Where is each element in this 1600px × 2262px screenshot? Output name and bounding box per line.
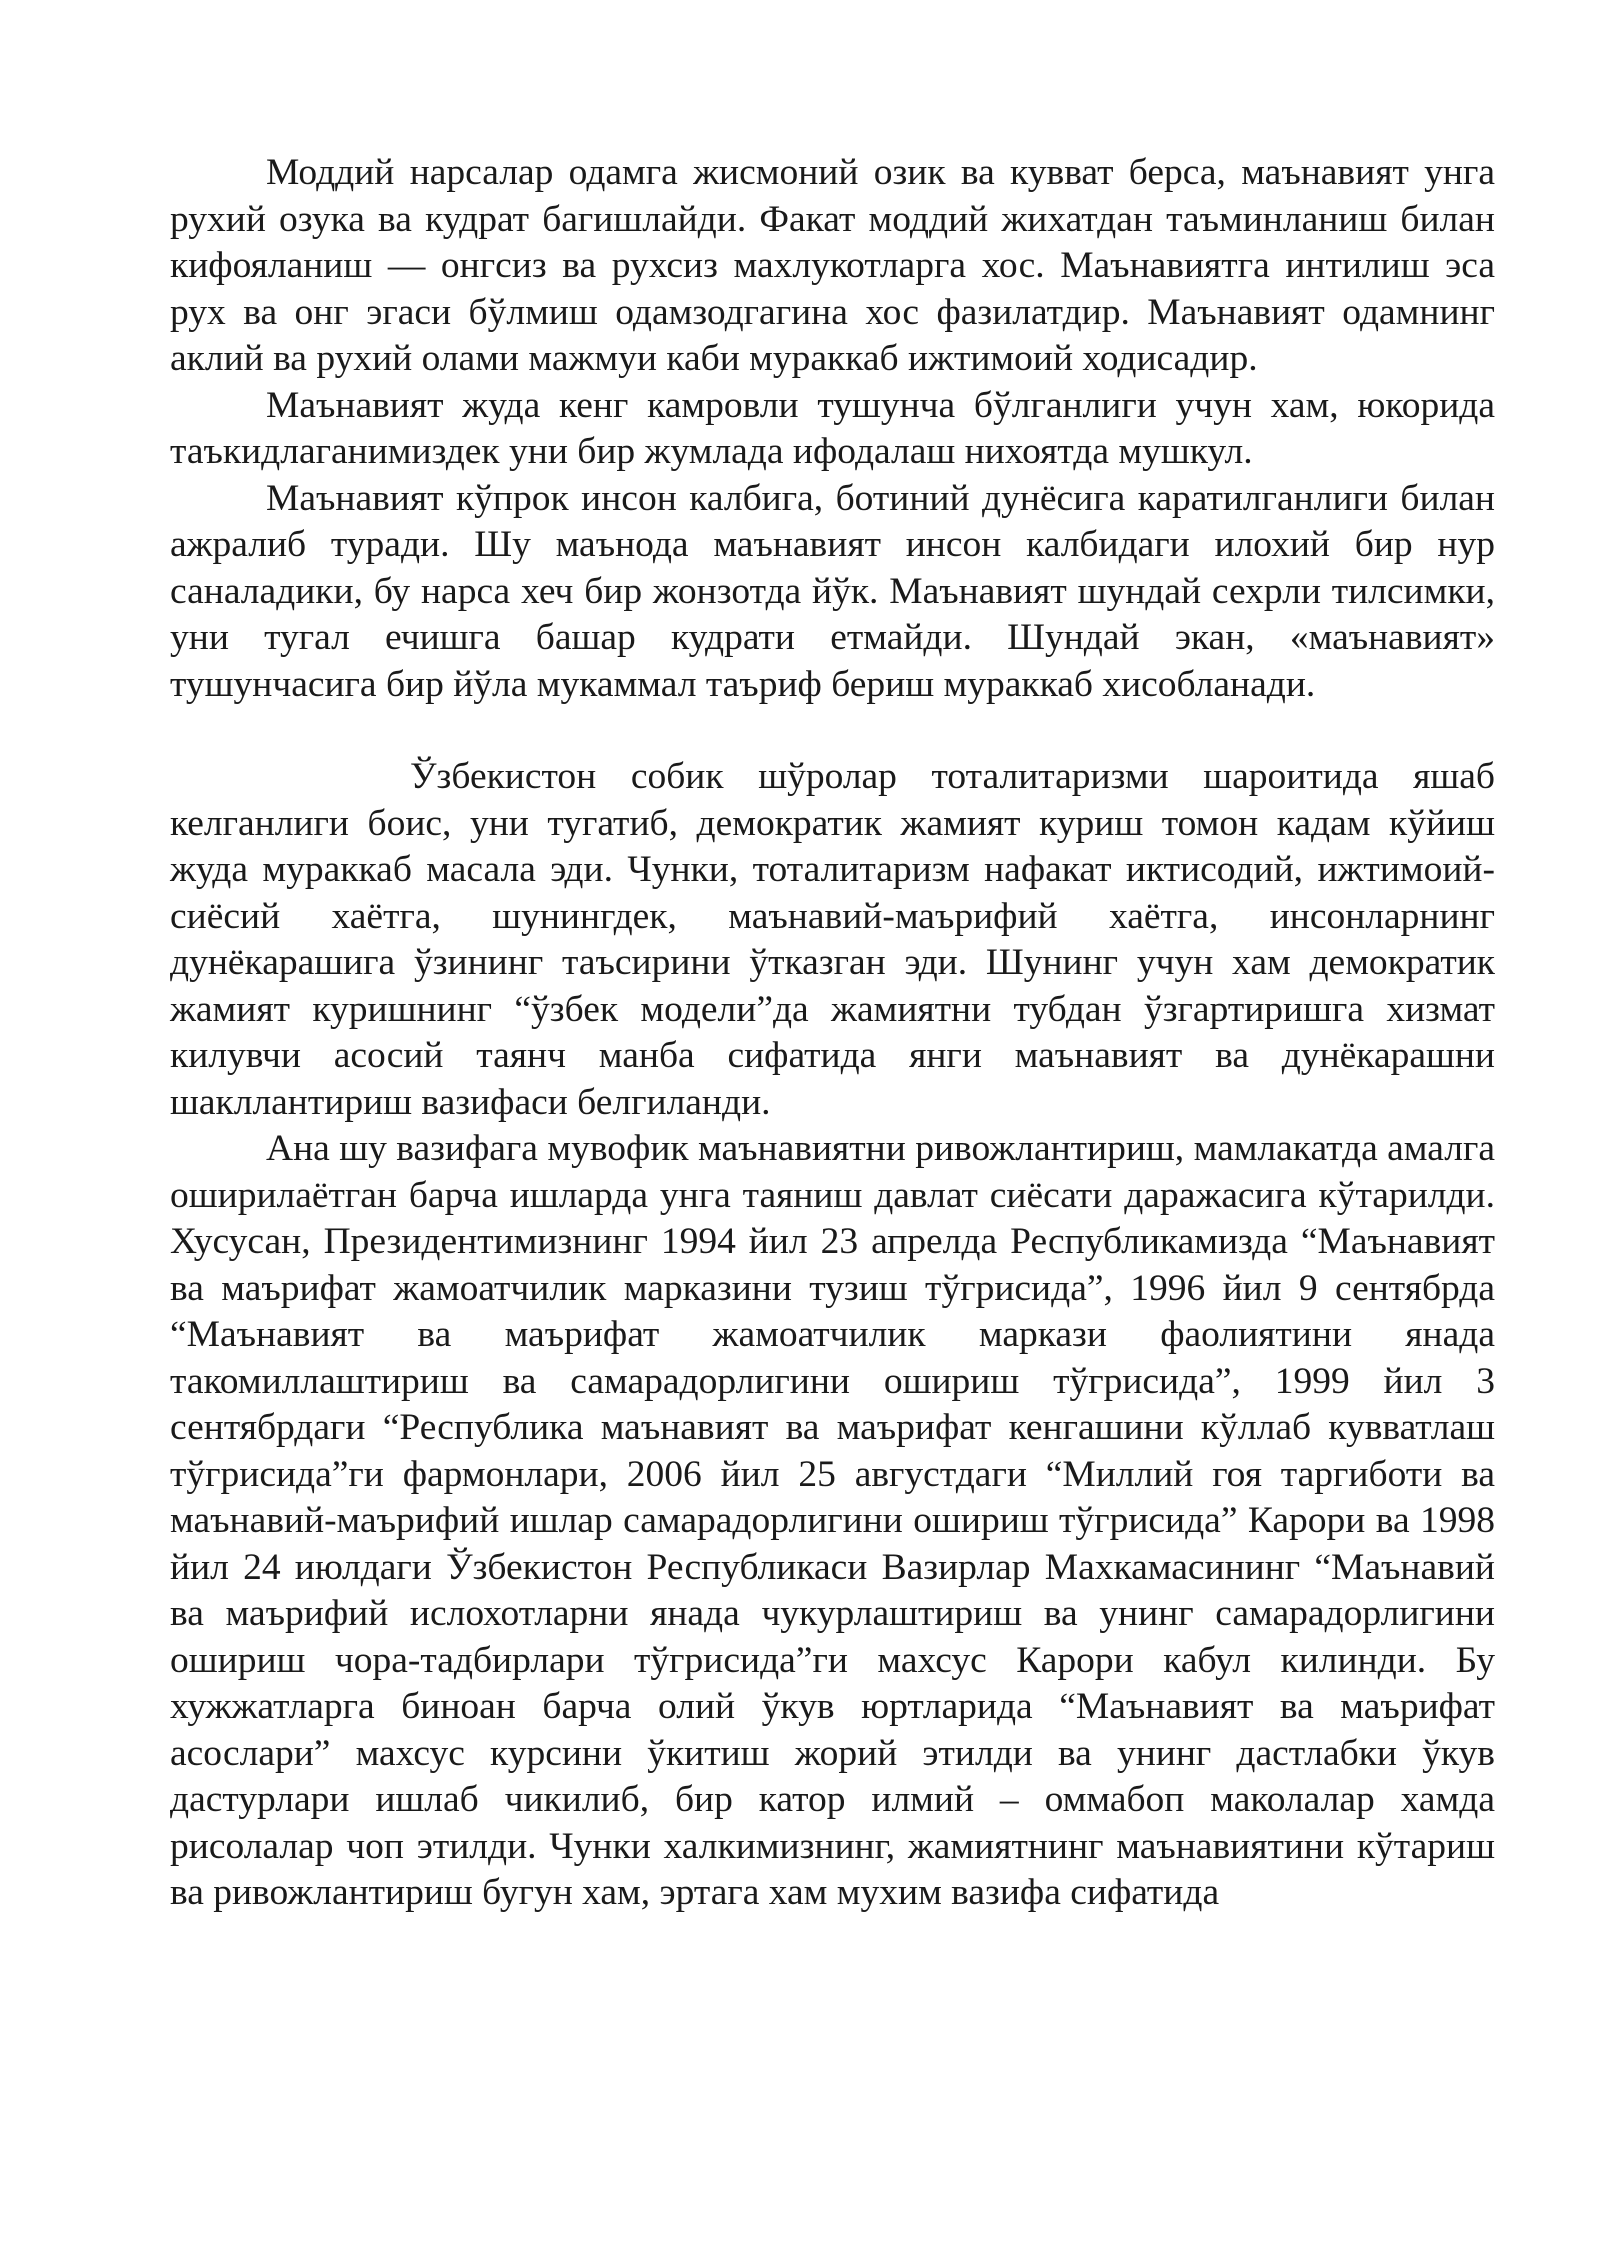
- paragraph-gap: [170, 708, 1495, 754]
- paragraph: Маънавият кўпрок инсон калбига, ботиний дунёсига каратилганлиги билан ажралиб туради. Шу маънода маънавият инсон калбидаги илохий бир нур саналадики, бу нарса хеч бир жонзотда йўк. Маънавият шундай сехрли тилсимки, уни тугал ечишга башар кудрати етмайди. Шундай экан, «маънавият» тушунчасига бир йўла мукаммал таъриф бериш мураккаб хисобланади.: [170, 477, 1495, 705]
- paragraph: Маънавият жуда кенг камровли тушунча бўлганлиги учун хам, юкорида таъкидлаганимиздек уни бир жумлада ифодалаш нихоятда мушкул.: [170, 384, 1495, 472]
- paragraph: Ана шу вазифага мувофик маънавиятни ривожлантириш, мамлакатда амалга оширилаётган барча ишларда унга таяниш давлат сиёсати даражасига кўтарилди. Хусусан, Президентимизнинг 1994 йил 23 апрелда Республикамизда “Маънавият ва маърифат жамоатчилик марказини тузиш тўгрисида”, 1996 йил 9 сентябрда “Маънавият ва маърифат жамоатчилик маркази фаолиятини янада такомиллаштириш ва самарадорлигини ошириш тўгрисида”, 1999 йил 3 сентябрдаги “Республика маънавият ва маърифат кенгашини кўллаб кувватлаш тўгрисида”ги фармонлари, 2006 йил 25 августдаги “Миллий гоя таргиботи ва маънавий-маърифий ишлар самарадорлигини ошириш тўгрисида” Карори ва 1998 йил 24 июлдаги Ўзбекистон Республикаси Вазирлар Махкамасининг “Маънавий ва маърифий ислохотларни янада чукурлаштириш ва унинг самарадорлигини ошириш чора-тадбирлари тўгрисида”ги махсус Карори кабул килинди. Бу хужжатларга биноан барча олий ўкув юртларида “Маънавият ва маърифат асослари” махсус курсини ўкитиш жорий этилди ва унинг дастлабки ўкув дастурлари ишлаб чикилиб, бир катор илмий – оммабоп маколалар хамда рисолалар чоп этилди. Чунки халкимизнинг, жамиятнинг маънавиятини кўтариш ва ривожлантириш бугун хам, эртага хам мухим вазифа сифатида: [170, 1128, 1495, 1913]
- paragraph: Ўзбекистон собик шўролар тоталитаризми шароитида яшаб келганлиги боис, уни тугатиб, демократик жамият куриш томон кадам кўйиш жуда мураккаб масала эди. Чунки, тоталитаризм нафакат иктисодий, ижтимоий-сиёсий хаётга, шунингдек, маънавий-маърифий хаётга, инсонларнинг дунёкарашига ўзининг таъсирини ўтказган эди. Шунинг учун хам демократик жамият куришнинг “ўзбек модели”да жамиятни тубдан ўзгартиришга хизмат килувчи асосий таянч манба сифатида янги маънавият ва дунёкарашни шакллантириш вазифаси белгиланди.: [170, 756, 1495, 1123]
- document-page: [170, 150, 1495, 1917]
- paragraph: Моддий нарсалар одамга жисмоний озик ва кувват берса, маънавият унга рухий озука ва кудрат багишлайди. Факат моддий жихатдан таъминланиш билан кифояланиш — онгсиз ва рухсиз махлукотларга хос. Маънавиятга интилиш эса рух ва онг эгаси бўлмиш одамзодгагина хос фазилатдир. Маънавият одамнинг аклий ва рухий олами мажмуи каби мураккаб ижтимоий ходисадир.: [170, 152, 1495, 379]
